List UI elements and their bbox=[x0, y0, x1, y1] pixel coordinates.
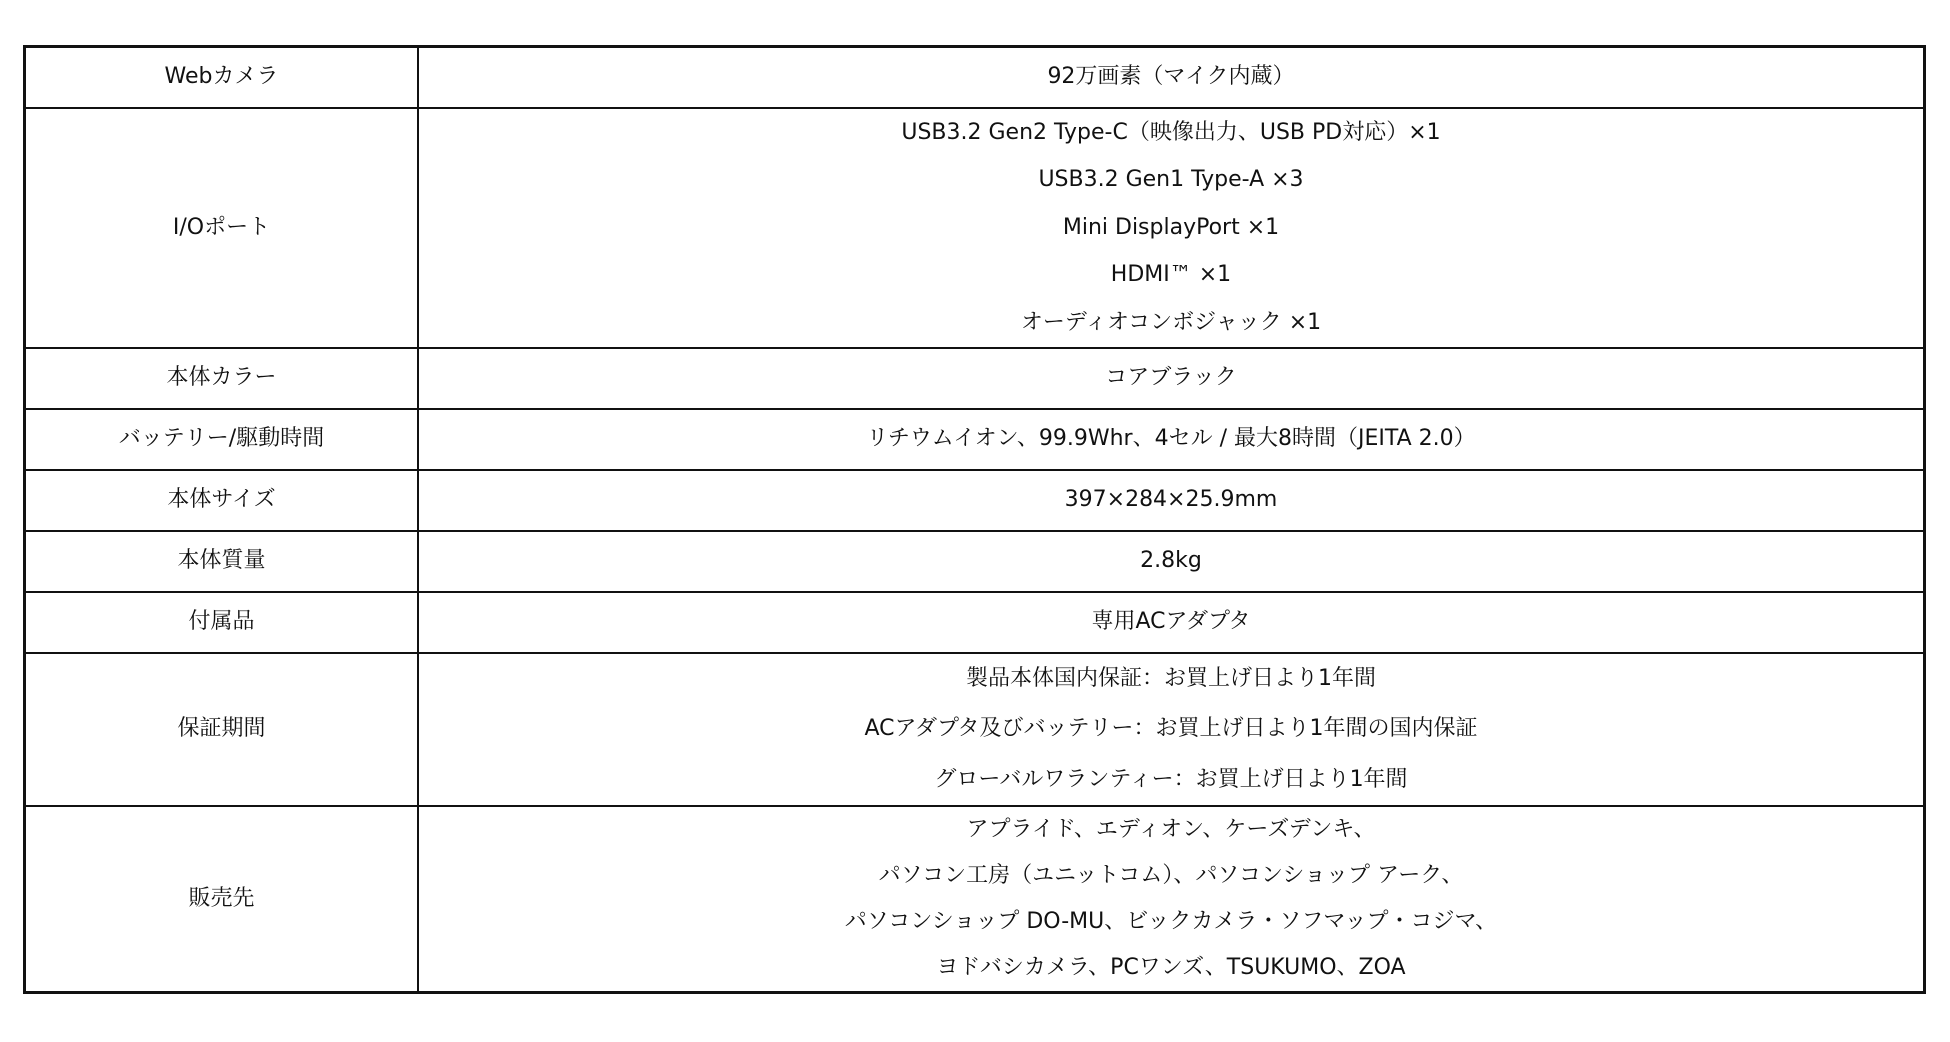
spec-label: 保証期間 bbox=[25, 653, 419, 806]
spec-label: Webカメラ bbox=[25, 47, 419, 109]
spec-label: 付属品 bbox=[25, 592, 419, 653]
spec-value bbox=[418, 806, 1925, 993]
spec-value-line: USB3.2 Gen1 Type-A ×3 bbox=[1038, 167, 1304, 193]
spec-value-line: アプライド、エディオン、ケーズデンキ、 bbox=[966, 816, 1376, 842]
spec-row-battery bbox=[25, 409, 1925, 470]
spec-value-line: HDMI™ ×1 bbox=[1110, 262, 1232, 288]
spec-value: 92万画素（マイク内蔵） bbox=[418, 47, 1925, 109]
spec-value-line: パソコン工房（ユニットコム）、パソコンショップ アーク、 bbox=[878, 862, 1464, 888]
spec-value-line: オーディオコンボジャック ×1 bbox=[1020, 309, 1322, 335]
spec-label: 本体サイズ bbox=[25, 470, 419, 531]
spec-label: バッテリー/駆動時間 bbox=[25, 409, 419, 470]
spec-value-line: Mini DisplayPort ×1 bbox=[1062, 214, 1280, 240]
spec-table bbox=[23, 45, 1926, 994]
spec-label: 販売先 bbox=[25, 806, 419, 993]
spec-value: 397×284×25.9mm bbox=[418, 470, 1925, 531]
spec-row-accessories bbox=[25, 592, 1925, 653]
spec-row-warranty bbox=[25, 653, 1925, 806]
spec-value bbox=[418, 108, 1925, 348]
spec-value-line: ヨドバシカメラ、PCワンズ、TSUKUMO、ZOA bbox=[936, 954, 1406, 980]
spec-label: I/Oポート bbox=[25, 108, 419, 348]
spec-row-size bbox=[25, 470, 1925, 531]
spec-value: 2.8kg bbox=[418, 531, 1925, 592]
spec-value-line: 製品本体国内保証：お買上げ日より1年間 bbox=[966, 665, 1376, 691]
spec-label: 本体質量 bbox=[25, 531, 419, 592]
spec-value bbox=[418, 653, 1925, 806]
spec-value-line: パソコンショップ DO-MU、ビックカメラ・ソフマップ・コジマ、 bbox=[844, 908, 1498, 934]
spec-label: 本体カラー bbox=[25, 348, 419, 409]
spec-value: コアブラック bbox=[418, 348, 1925, 409]
spec-value-line: ACアダプタ及びバッテリー：お買上げ日より1年間の国内保証 bbox=[864, 716, 1478, 742]
spec-row-webcam bbox=[25, 47, 1925, 109]
spec-row-color bbox=[25, 348, 1925, 409]
spec-value: 専用ACアダプタ bbox=[418, 592, 1925, 653]
spec-value-line: USB3.2 Gen2 Type-C（映像出力、USB PD対応）×1 bbox=[901, 119, 1441, 145]
spec-value: リチウムイオン、99.9Whr、4セル / 最大8時間（JEITA 2.0） bbox=[418, 409, 1925, 470]
spec-row-sellers bbox=[25, 806, 1925, 993]
spec-row-io-ports bbox=[25, 108, 1925, 348]
spec-row-weight bbox=[25, 531, 1925, 592]
spec-value-line: グローバルワランティー：お買上げ日より1年間 bbox=[934, 766, 1408, 792]
